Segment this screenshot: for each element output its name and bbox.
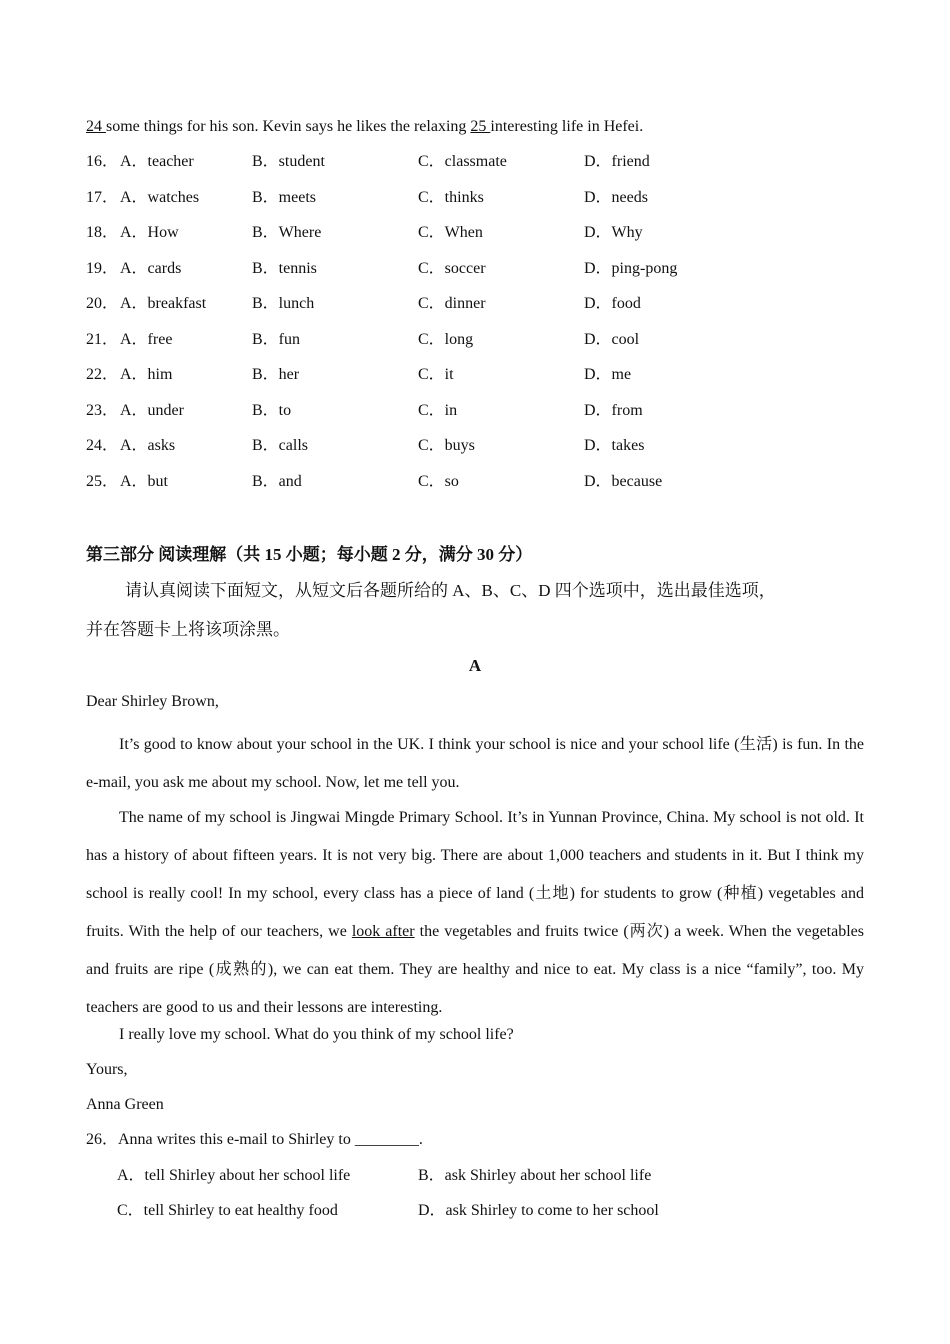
option-a: A．How: [120, 224, 179, 241]
option-number: 22．: [86, 366, 119, 383]
para2-before: The name of my school is Jingwai Mingde Primary School. It’s in Yunnan Province, China. My school is not old. It has a history of about fifteen years. It is not very big. There are about 1,000 teachers and students in it. But I think my school is really cool! In my school, every class has a piece of land (土地) for students to grow (种植) vegetables and fruits. With the help of our teachers, we: [86, 809, 864, 940]
paragraph-2-text: [86, 799, 864, 1027]
option-d: D．cool: [584, 330, 640, 348]
option-a: A．but: [120, 472, 169, 490]
option-a: A．asks: [120, 437, 176, 454]
option-number: 25．: [86, 472, 119, 490]
intro-text-1: some things for his son. Kevin says he likes the relaxing: [106, 118, 471, 135]
para2-after: the vegetables and fruits twice (两次) a week. When the vegetables and fruits are ripe (成熟的), we can eat them. They are healthy and nice to eat. My class is a nice “family”, too. My teachers are good to us and their lessons are interesting.: [86, 923, 864, 1016]
signature: Anna Green: [86, 1096, 164, 1113]
intro-text-2: interesting life in Hefei.: [490, 118, 644, 135]
option-d: D．friend: [584, 153, 650, 170]
question-26-option-d: D．ask Shirley to come to her school: [418, 1202, 659, 1219]
option-a: A．cards: [120, 259, 182, 277]
option-number: 23．: [86, 401, 119, 419]
option-d: D．because: [584, 472, 663, 490]
option-c: C．so: [418, 472, 459, 490]
option-c: C．soccer: [418, 259, 486, 277]
option-number: 17．: [86, 188, 119, 206]
option-b: B．tennis: [252, 259, 317, 277]
blank-24: 24: [86, 118, 106, 135]
option-c: C．classmate: [418, 153, 507, 170]
option-b: B．and: [252, 472, 302, 490]
option-number: 18．: [86, 224, 119, 241]
question-26-option-c: C．tell Shirley to eat healthy food: [117, 1202, 338, 1219]
question-26-stem: 26．Anna writes this e-mail to Shirley to ________.: [86, 1131, 423, 1148]
instruction-line-1: 请认真阅读下面短文，从短文后各题所给的 A、B、C、D 四个选项中，选出最佳选项，: [125, 581, 776, 600]
paragraph-3: I really love my school. What do you think of my school life?: [119, 1026, 514, 1043]
option-b: B．meets: [252, 188, 316, 206]
paragraph-2: [86, 799, 864, 1027]
instruction-line-2: 并在答题卡上将该项涂黑。: [86, 620, 290, 639]
option-c: C．buys: [418, 437, 475, 454]
option-d: D．from: [584, 401, 643, 419]
option-b: B．calls: [252, 437, 308, 454]
paragraph-1: [86, 726, 864, 802]
option-c: C．long: [418, 330, 474, 348]
option-c: C．When: [418, 224, 483, 241]
paragraph-1-text: It’s good to know about your school in the UK. I think your school is nice and your school life (生活) is fun. In the e-mail, you ask me about my school. Now, let me tell you.: [86, 736, 864, 791]
greeting: Dear Shirley Brown,: [86, 693, 219, 710]
option-a: A．him: [120, 366, 173, 383]
option-b: B．her: [252, 366, 300, 383]
option-b: B．to: [252, 401, 292, 419]
option-b: B．Where: [252, 224, 322, 241]
option-c: C．in: [418, 401, 458, 419]
option-c: C．it: [418, 366, 454, 383]
question-26-option-a: A．tell Shirley about her school life: [117, 1167, 351, 1184]
underlined-phrase: look after: [351, 923, 415, 940]
passage-title: A: [468, 656, 482, 675]
option-number: 21．: [86, 330, 119, 348]
option-number: 20．: [86, 295, 119, 312]
blank-25: 25: [470, 118, 491, 135]
option-d: D．Why: [584, 224, 643, 241]
closing: Yours,: [86, 1061, 128, 1078]
option-c: C．thinks: [418, 188, 484, 206]
option-a: A．teacher: [120, 153, 194, 170]
option-d: D．me: [584, 366, 632, 383]
option-d: D．ping-pong: [584, 259, 678, 277]
option-b: B．fun: [252, 330, 301, 348]
option-b: B．lunch: [252, 295, 315, 312]
option-d: D．needs: [584, 188, 648, 206]
option-d: D．food: [584, 295, 641, 312]
option-a: A．breakfast: [120, 295, 207, 312]
option-d: D．takes: [584, 437, 645, 454]
option-a: A．under: [120, 401, 184, 419]
option-number: 19．: [86, 259, 119, 277]
option-number: 24．: [86, 437, 119, 454]
question-26-option-b: B．ask Shirley about her school life: [418, 1167, 652, 1184]
option-a: A．watches: [120, 188, 200, 206]
section-heading: 第三部分 阅读理解（共 15 小题；每小题 2 分，满分 30 分）: [86, 545, 533, 564]
option-c: C．dinner: [418, 295, 486, 312]
cloze-passage-tail: [86, 117, 643, 137]
option-b: B．student: [252, 153, 325, 170]
option-a: A．free: [120, 330, 173, 348]
option-number: 16．: [86, 153, 119, 170]
